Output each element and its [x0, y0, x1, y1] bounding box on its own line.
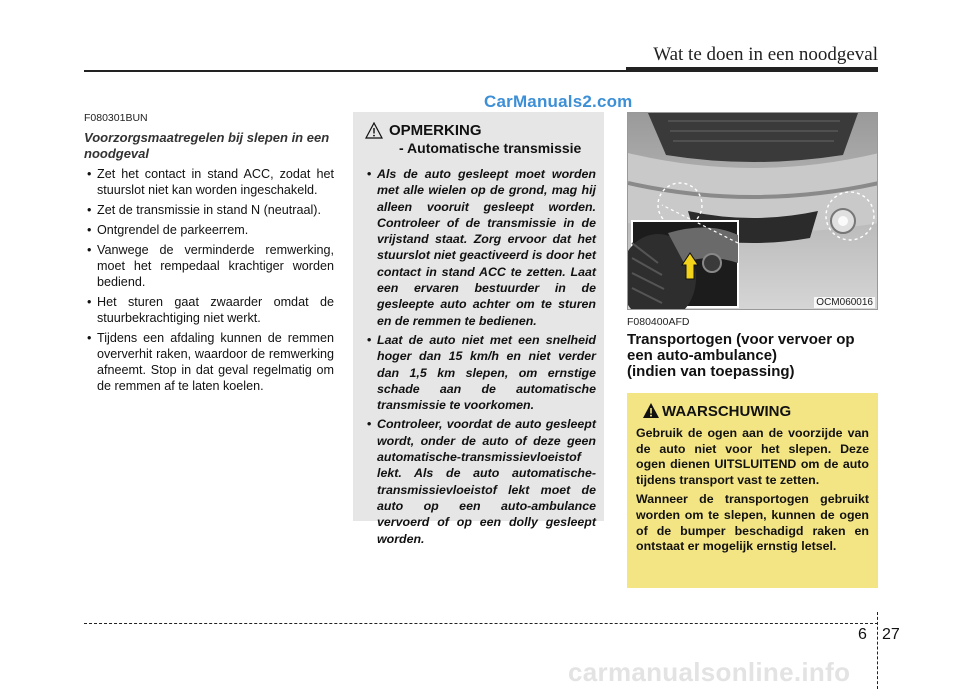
heading-line: Transportogen (voor vervoer op [627, 331, 855, 348]
note-box [353, 112, 604, 546]
warning-triangle-icon [642, 402, 660, 419]
list-item: • Als de auto gesleept moet worden met alle wielen op de grond, mag hij alleen vooruit gesleept worden. Controleer of de transmissie in de vrijstand staat. Zorg ervoor dat het stuurslot niet geactiveerd is door het contact in stand ACC te zetten. Laat een ervaren bestuurder in de gesleepte auto achter om te sturen en de remmen te bedienen. [365, 166, 596, 329]
heading-line: (indien van toepassing) [627, 363, 795, 380]
section-subheading: Voorzorgsmaatregelen bij slepen in een noodgeval [84, 130, 330, 161]
list-item: • Tijdens een afdaling kunnen de remmen oververhit raken, waardoor de remwerking afneemt. Stop in dat geval regelmatig om de remmen af te laten koelen. [84, 330, 334, 394]
header-rule [84, 70, 630, 72]
chapter-number: 6 [858, 626, 867, 643]
section-heading [627, 332, 882, 380]
figure-code: OCM060016 [816, 297, 873, 308]
section-code: F080301BUN [84, 112, 148, 124]
warning-box [627, 393, 878, 588]
towing-precautions-section [84, 112, 334, 398]
header-rule-thick [626, 67, 878, 72]
footer-rule [84, 623, 878, 624]
warning-paragraph: Gebruik de ogen aan de voorzijde van de auto niet voor het slepen. Deze ogen dienen UITSLUITEND om de auto tijdens transport vast te zetten. [636, 426, 869, 487]
precautions-list [84, 166, 334, 394]
warning-paragraph: Wanneer de transportogen gebruikt worden om te slepen, kunnen de ogen of de bumper beschadigd raken en ontstaat er mogelijk ernstig letsel. [636, 492, 869, 554]
list-item: • Controleer, voordat de auto gesleept wordt, onder de auto of deze geen automatische-transmissievloeistof lekt. Als de auto automatische-transmissievloeistof lekt moet de auto op een auto-ambulance vervoerd of op een dolly gesleept worden. [365, 416, 596, 546]
note-header [365, 122, 596, 160]
note-title: OPMERKING [389, 122, 482, 139]
list-item: • Zet de transmissie in stand N (neutraal). [84, 202, 334, 218]
list-item: • Vanwege de verminderde remwerking, moet het rempedaal krachtiger worden bediend. [84, 242, 334, 290]
caution-triangle-icon [365, 122, 383, 139]
section-code: F080400AFD [627, 316, 690, 328]
list-item: • Het sturen gaat zwaarder omdat de stuurbekrachtiging niet werkt. [84, 294, 334, 326]
bumper-illustration [628, 113, 878, 310]
note-list [365, 166, 596, 547]
warning-title: WAARSCHUWING [662, 403, 792, 420]
heading-line: een auto-ambulance) [627, 347, 778, 364]
list-item: • Laat de auto niet met een snelheid hoger dan 15 km/h en niet verder dan 1,5 km slepen, om ernstige schade aan de automatische transmissie te voorkomen. [365, 332, 596, 413]
running-header-title: Wat te doen in een noodgeval [653, 44, 878, 65]
warning-header [636, 402, 869, 424]
note-subtitle: - Automatische transmissie [399, 140, 582, 156]
bottom-watermark[interactable]: carmanualsonline.info [568, 657, 851, 687]
bumper-photo [627, 112, 878, 310]
footer-divider [877, 612, 878, 689]
list-item: • Ontgrendel de parkeerrem. [84, 222, 334, 238]
site-watermark[interactable]: CarManuals2.com [484, 92, 633, 111]
page-number: 27 [882, 626, 900, 643]
list-item: • Zet het contact in stand ACC, zodat het stuurslot niet kan worden ingeschakeld. [84, 166, 334, 198]
